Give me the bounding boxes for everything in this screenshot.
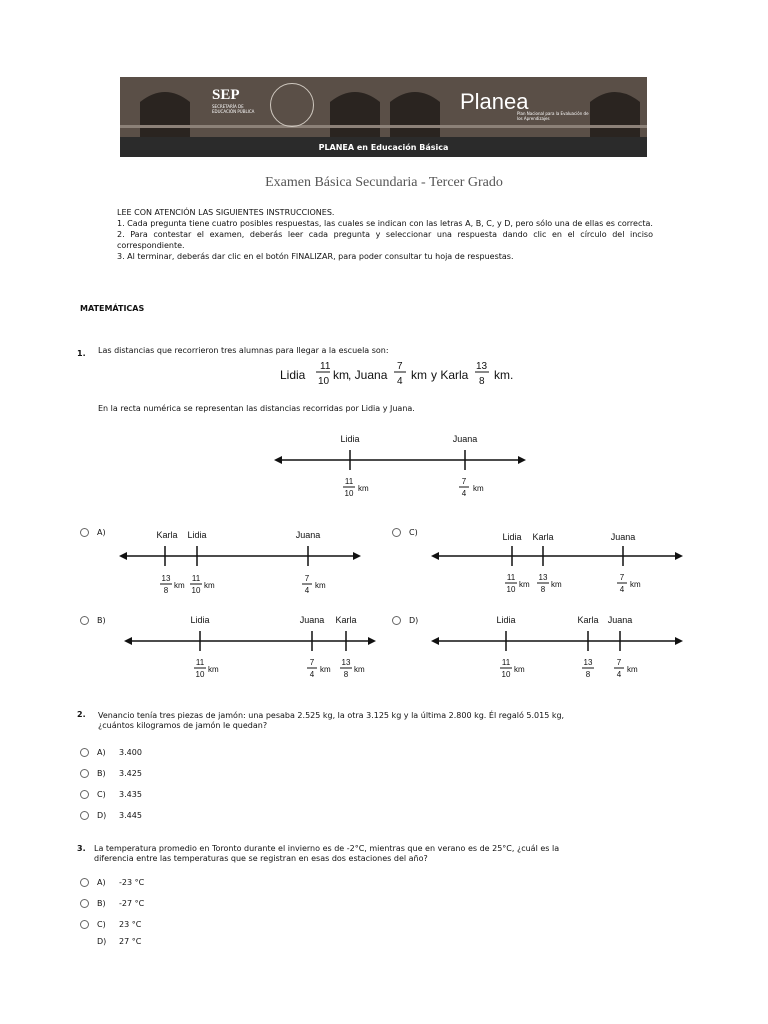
svg-text:4: 4	[619, 585, 625, 594]
svg-text:11: 11	[506, 573, 516, 582]
question-number: 2.	[77, 710, 86, 719]
number-line-option-b	[120, 612, 380, 687]
svg-text:Lidia: Lidia	[280, 368, 306, 382]
radio-icon[interactable]	[80, 811, 89, 820]
svg-text:km: km	[630, 580, 641, 589]
page-title: Examen Básica Secundaria - Tercer Grado	[265, 175, 503, 190]
q3-option-d[interactable]: D) 27 °C	[97, 937, 142, 946]
svg-text:km: km	[514, 665, 525, 674]
q3-option-b[interactable]: B) -27 °C	[80, 899, 144, 908]
svg-text:8: 8	[585, 670, 591, 679]
question-text-2: ¿cuántos kilogramos de jamón le quedan?	[98, 721, 268, 730]
radio-option-b[interactable]	[80, 616, 89, 625]
question-number: 1.	[77, 349, 86, 358]
number-line-option-d	[427, 612, 687, 687]
radio-icon[interactable]	[80, 769, 89, 778]
svg-text:Lidia: Lidia	[502, 532, 522, 542]
svg-text:11: 11	[195, 658, 205, 667]
svg-text:Karla: Karla	[156, 530, 178, 540]
svg-text:4: 4	[397, 376, 403, 387]
svg-text:13: 13	[161, 574, 171, 583]
svg-text:13: 13	[341, 658, 351, 667]
svg-text:13: 13	[583, 658, 593, 667]
option-c[interactable]: C)	[392, 528, 418, 537]
q3-option-a[interactable]: A) -23 °C	[80, 878, 144, 887]
svg-text:km: km	[358, 484, 369, 493]
svg-text:, Juana: , Juana	[348, 368, 388, 382]
svg-text:8: 8	[163, 586, 169, 595]
svg-text:8: 8	[540, 585, 546, 594]
svg-text:7: 7	[616, 658, 622, 667]
svg-text:11: 11	[344, 477, 354, 486]
svg-text:10: 10	[318, 376, 330, 387]
question-text: Las distancias que recorrieron tres alumnas para llegar a la escuela son:	[98, 346, 389, 355]
radio-option-a[interactable]	[80, 528, 89, 537]
svg-text:10: 10	[501, 670, 511, 679]
svg-text:7: 7	[304, 574, 310, 583]
svg-text:7: 7	[309, 658, 315, 667]
q3-option-c[interactable]: C) 23 °C	[80, 920, 141, 929]
svg-text:Karla: Karla	[335, 615, 357, 625]
svg-text:13: 13	[476, 361, 488, 372]
option-b[interactable]: B)	[80, 616, 106, 625]
national-seal-icon	[270, 83, 314, 127]
svg-text:4: 4	[616, 670, 622, 679]
q2-option-c[interactable]: C) 3.435	[80, 790, 142, 799]
svg-text:km: km	[315, 581, 326, 590]
sep-logo: SEP SECRETARÍA DE EDUCACIÓN PÚBLICA	[212, 87, 255, 114]
svg-text:Juana: Juana	[295, 530, 321, 540]
svg-text:11: 11	[501, 658, 511, 667]
question-number: 3.	[77, 844, 86, 853]
building-arches-image	[120, 77, 647, 137]
svg-text:km: km	[551, 580, 562, 589]
svg-text:8: 8	[343, 670, 349, 679]
svg-text:Lidia: Lidia	[190, 615, 210, 625]
radio-option-d[interactable]	[392, 616, 401, 625]
q2-option-a[interactable]: A) 3.400	[80, 748, 142, 757]
option-d[interactable]: D)	[392, 616, 418, 625]
svg-text:10: 10	[195, 670, 205, 679]
number-line-main	[270, 430, 530, 505]
svg-text:4: 4	[461, 489, 467, 498]
radio-option-c[interactable]	[392, 528, 401, 537]
svg-text:Karla: Karla	[532, 532, 554, 542]
svg-text:Juana: Juana	[299, 615, 325, 625]
svg-text:7: 7	[397, 361, 403, 372]
instructions: LEE CON ATENCIÓN LAS SIGUIENTES INSTRUCCIONES. 1. Cada pregunta tiene cuatro posibles respuestas, las cuales se indican con las letras A, B, C, y D, pero sólo una de ellas es correcta. 2. Para contestar el examen, deberás leer cada pregunta y seleccionar una respuesta dando clic en el círculo del inciso correspondiente. 3. Al terminar, deberás dar clic en el botón FINALIZAR, para poder consultar tu hoja de respuestas.	[117, 208, 653, 261]
header-banner	[120, 77, 647, 157]
svg-text:13: 13	[538, 573, 548, 582]
svg-text:Juana: Juana	[610, 532, 636, 542]
svg-text:7: 7	[461, 477, 467, 486]
svg-text:km: km	[473, 484, 484, 493]
svg-text:4: 4	[309, 670, 315, 679]
svg-text:km: km	[174, 581, 185, 590]
question-text-2: diferencia entre las temperaturas que se registran en esas dos estaciones del año?	[94, 854, 428, 863]
svg-text:km: km	[519, 580, 530, 589]
svg-text:km: km	[204, 581, 215, 590]
radio-icon[interactable]	[80, 899, 89, 908]
svg-text:km: km	[320, 665, 331, 674]
svg-text:km.: km.	[494, 368, 514, 382]
svg-text:km: km	[354, 665, 365, 674]
svg-text:Lidia: Lidia	[187, 530, 207, 540]
question-text-2: En la recta numérica se representan las distancias recorridas por Lidia y Juana.	[98, 404, 415, 413]
distances-expression	[276, 357, 526, 391]
section-title: MATEMÁTICAS	[80, 304, 145, 313]
svg-text:10: 10	[506, 585, 516, 594]
svg-text:Lidia: Lidia	[496, 615, 516, 625]
radio-icon[interactable]	[80, 748, 89, 757]
label-juana: Juana	[452, 434, 478, 444]
svg-text:10: 10	[344, 489, 354, 498]
radio-icon[interactable]	[80, 920, 89, 929]
svg-text:10: 10	[191, 586, 201, 595]
svg-text:Juana: Juana	[607, 615, 633, 625]
svg-text:Karla: Karla	[577, 615, 599, 625]
q2-option-b[interactable]: B) 3.425	[80, 769, 142, 778]
planea-subtitle: Plan Nacional para la Evaluación de los Aprendizajes	[517, 111, 589, 121]
svg-text:7: 7	[619, 573, 625, 582]
svg-text:y Karla: y Karla	[431, 368, 469, 382]
number-line-option-a	[115, 527, 365, 599]
question-text: La temperatura promedio en Toronto durante el invierno es de -2°C, mientras que en verano es de 25°C, ¿cuál es la	[94, 844, 560, 853]
radio-icon[interactable]	[80, 790, 89, 799]
question-text: Venancio tenía tres piezas de jamón: una pesaba 2.525 kg, la otra 3.125 kg y la última 2.800 kg. Él regaló 5.015 kg,	[98, 711, 565, 720]
svg-text:km: km	[208, 665, 219, 674]
q2-option-d[interactable]: D) 3.445	[80, 811, 142, 820]
number-line-option-c	[427, 528, 687, 600]
option-a[interactable]: A)	[80, 528, 106, 537]
svg-text:km: km	[627, 665, 638, 674]
label-lidia: Lidia	[340, 434, 360, 444]
svg-text:km: km	[333, 368, 349, 382]
banner-caption: PLANEA en Educación Básica	[120, 137, 647, 157]
svg-text:11: 11	[320, 361, 331, 372]
svg-text:8: 8	[479, 376, 485, 387]
planea-logo: Planea	[460, 89, 529, 114]
svg-text:km: km	[411, 368, 427, 382]
radio-icon[interactable]	[80, 878, 89, 887]
svg-text:4: 4	[304, 586, 310, 595]
svg-text:11: 11	[191, 574, 201, 583]
